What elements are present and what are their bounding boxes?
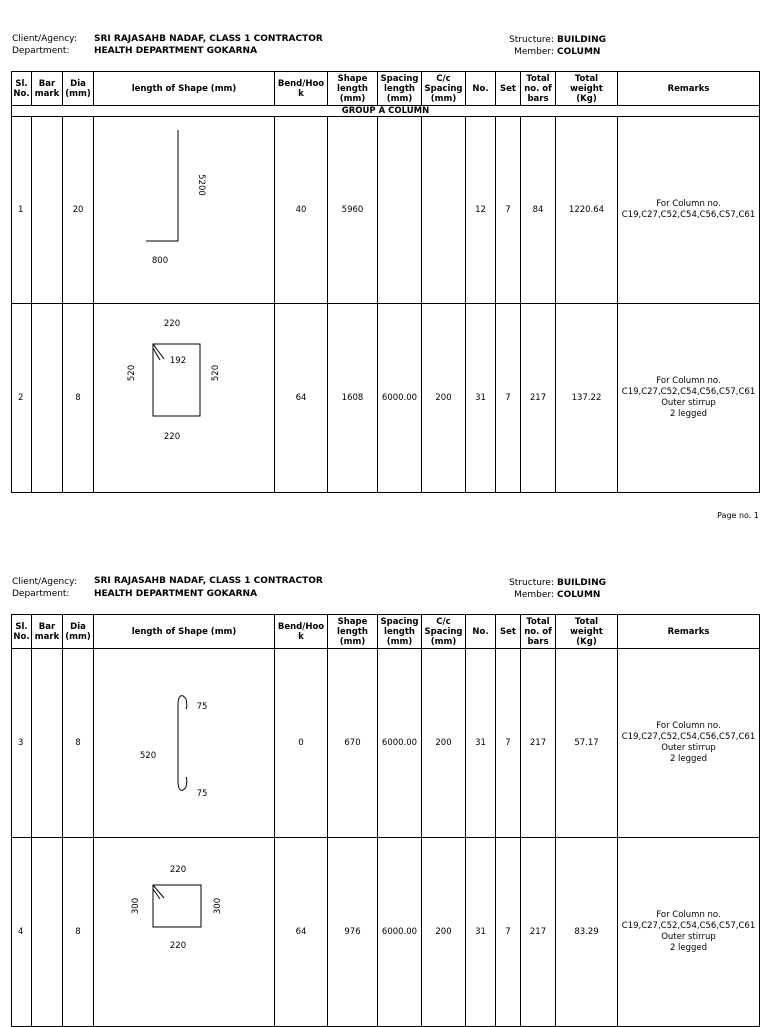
col-remarks: Remarks (618, 615, 760, 649)
page-number: Page no. 1 (717, 511, 759, 520)
cell-no: 31 (466, 304, 496, 493)
col-total-weight: Total weight (Kg) (556, 615, 618, 649)
cell-spacing-length (378, 117, 422, 304)
col-bar-mark: Bar mark (32, 72, 63, 106)
shape-label-right: 520 (211, 364, 221, 382)
cell-total-weight: 137.22 (556, 304, 618, 493)
col-set: Set (496, 615, 521, 649)
col-sl: Sl. No. (12, 72, 32, 106)
cell-sl: 1 (12, 117, 32, 304)
department-label: Department: (12, 46, 70, 56)
cell-spacing-length: 6000.00 (378, 304, 422, 493)
col-dia: Dia (mm) (63, 72, 94, 106)
cell-sl: 3 (12, 649, 32, 838)
table-row (12, 838, 760, 1027)
bar-bending-table-2 (11, 614, 760, 1027)
client-value: SRI RAJASAHB NADAF, CLASS 1 CONTRACTOR (94, 34, 323, 44)
col-total-bars: Total no. of bars (521, 72, 556, 106)
cell-bend: 64 (275, 304, 328, 493)
sheet-page-2 (0, 543, 768, 1024)
structure-label: Structure: (509, 578, 554, 588)
shape-label-left: 520 (127, 364, 137, 382)
cell-bar-mark (32, 838, 63, 1027)
cell-remarks: For Column no. C19,C27,C52,C54,C56,C57,C61 Outer stirrup 2 legged (618, 838, 760, 1027)
cell-cc-spacing: 200 (422, 304, 466, 493)
col-cc-spacing: C/c Spacing (mm) (422, 72, 466, 106)
shape-label-bottom: 220 (169, 941, 187, 951)
link-shape (94, 649, 274, 838)
table-row (12, 649, 760, 838)
cell-dia: 8 (63, 304, 94, 493)
cell-total-bars: 217 (521, 838, 556, 1027)
shape-label-horizontal: 800 (151, 256, 169, 266)
cell-shape-length: 670 (328, 649, 378, 838)
cell-remarks: For Column no. C19,C27,C52,C54,C56,C57,C61 Outer stirrup 2 legged (618, 649, 760, 838)
department-value: HEALTH DEPARTMENT GOKARNA (94, 46, 258, 56)
cell-shape (94, 304, 275, 493)
cell-spacing-length: 6000.00 (378, 838, 422, 1027)
cell-no: 31 (466, 649, 496, 838)
shape-label-right: 300 (213, 897, 223, 915)
shape-label-top: 220 (163, 319, 181, 329)
cell-bar-mark (32, 649, 63, 838)
cell-remarks: For Column no. C19,C27,C52,C54,C56,C57,C61 (618, 117, 760, 304)
cell-dia: 8 (63, 649, 94, 838)
department-value: HEALTH DEPARTMENT GOKARNA (94, 589, 258, 599)
cell-total-bars: 217 (521, 304, 556, 493)
col-sl: Sl. No. (12, 615, 32, 649)
shape-label-middle: 520 (139, 751, 157, 761)
col-bend: Bend/Hoo k (275, 615, 328, 649)
col-no: No. (466, 72, 496, 106)
table-row (12, 304, 760, 493)
cell-cc-spacing: 200 (422, 838, 466, 1027)
shape-label-left: 300 (131, 897, 141, 915)
cell-dia: 8 (63, 838, 94, 1027)
cell-total-weight: 1220.64 (556, 117, 618, 304)
col-bar-mark: Bar mark (32, 615, 63, 649)
col-shape: length of Shape (mm) (94, 72, 275, 106)
col-shape: length of Shape (mm) (94, 615, 275, 649)
cell-dia: 20 (63, 117, 94, 304)
cell-total-weight: 83.29 (556, 838, 618, 1027)
cell-shape-length: 1608 (328, 304, 378, 493)
group-title: GROUP A COLUMN (12, 106, 760, 117)
table-row (12, 117, 760, 304)
cell-total-bars: 217 (521, 649, 556, 838)
client-value: SRI RAJASAHB NADAF, CLASS 1 CONTRACTOR (94, 576, 323, 586)
col-total-weight: Total weight (Kg) (556, 72, 618, 106)
structure-label: Structure: (509, 35, 554, 45)
shape-label-top: 75 (196, 702, 208, 712)
shape-label-bottom: 75 (196, 789, 208, 799)
shape-label-bottom: 220 (163, 432, 181, 442)
l-bar-shape (94, 117, 274, 304)
bar-bending-table-1 (11, 71, 760, 493)
col-bend: Bend/Hoo k (275, 72, 328, 106)
col-spacing-length: Spacing length (mm) (378, 72, 422, 106)
cell-bar-mark (32, 304, 63, 493)
member-value: COLUMN (557, 47, 601, 57)
member-label: Member: (514, 590, 554, 600)
col-total-bars: Total no. of bars (521, 615, 556, 649)
cell-set: 7 (496, 304, 521, 493)
col-remarks: Remarks (618, 72, 760, 106)
col-shape-length: Shape length (mm) (328, 615, 378, 649)
shape-label-vertical: 5200 (196, 174, 206, 196)
cell-total-weight: 57.17 (556, 649, 618, 838)
cell-cc-spacing: 200 (422, 649, 466, 838)
cell-bend: 0 (275, 649, 328, 838)
col-set: Set (496, 72, 521, 106)
cell-sl: 2 (12, 304, 32, 493)
col-cc-spacing: C/c Spacing (mm) (422, 615, 466, 649)
cell-set: 7 (496, 838, 521, 1027)
member-label: Member: (514, 47, 554, 57)
table-header-row (12, 72, 760, 106)
col-shape-length: Shape length (mm) (328, 72, 378, 106)
client-label: Client/Agency: (12, 34, 77, 44)
cell-shape-length: 5960 (328, 117, 378, 304)
structure-value: BUILDING (557, 578, 606, 588)
cell-bend: 64 (275, 838, 328, 1027)
cell-shape (94, 649, 275, 838)
table-header-row (12, 615, 760, 649)
cell-shape (94, 838, 275, 1027)
cell-shape (94, 117, 275, 304)
cell-no: 31 (466, 838, 496, 1027)
member-value: COLUMN (557, 590, 601, 600)
stirrup-shape (94, 304, 274, 493)
cell-bar-mark (32, 117, 63, 304)
cell-total-bars: 84 (521, 117, 556, 304)
shape-label-top: 220 (169, 865, 187, 875)
client-label: Client/Agency: (12, 577, 77, 587)
cell-shape-length: 976 (328, 838, 378, 1027)
stirrup-shape (94, 838, 274, 1027)
cell-set: 7 (496, 649, 521, 838)
department-label: Department: (12, 589, 70, 599)
cell-no: 12 (466, 117, 496, 304)
structure-value: BUILDING (557, 35, 606, 45)
col-no: No. (466, 615, 496, 649)
cell-cc-spacing (422, 117, 466, 304)
cell-spacing-length: 6000.00 (378, 649, 422, 838)
cell-set: 7 (496, 117, 521, 304)
shape-label-hook: 192 (169, 356, 187, 366)
group-row (12, 106, 760, 117)
cell-bend: 40 (275, 117, 328, 304)
col-dia: Dia (mm) (63, 615, 94, 649)
cell-remarks: For Column no. C19,C27,C52,C54,C56,C57,C61 Outer stirrup 2 legged (618, 304, 760, 493)
col-spacing-length: Spacing length (mm) (378, 615, 422, 649)
cell-sl: 4 (12, 838, 32, 1027)
